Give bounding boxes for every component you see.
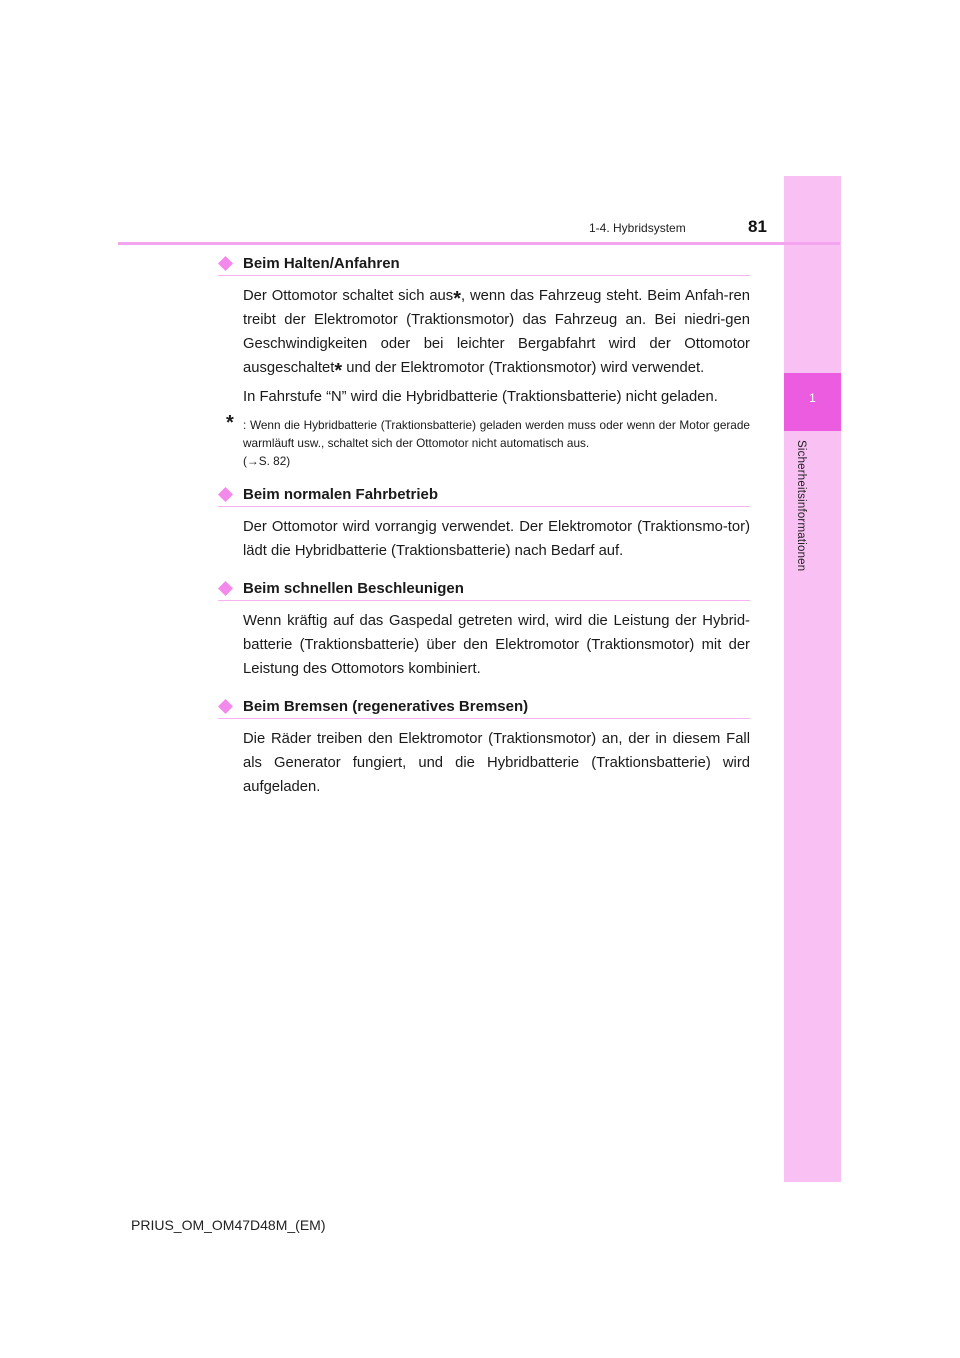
diamond-icon xyxy=(218,699,233,714)
chapter-side-tab xyxy=(784,176,841,1182)
footnote-text: : Wenn die Hybridbatterie (Traktionsbatterie) geladen werden muss oder wenn der Motor gerade warmläuft usw., schaltet sich der Ottomotor nicht automatisch aus. xyxy=(243,418,750,450)
paragraph-text: , wenn das Fahrzeug steht. Beim Anfah-ren treibt der Elektromotor (Traktionsmotor) das Fahrzeug an. Bei niedri-gen Geschwindigkeiten oder bei leichter Bergabfahrt wird der Ottomotor ausgeschaltet xyxy=(243,288,750,376)
header-section-title: 1-4. Hybridsystem xyxy=(589,221,686,235)
section-heading-beschleunigen xyxy=(218,578,750,601)
section-heading-halten xyxy=(218,253,750,276)
paragraph xyxy=(243,284,750,380)
footnote xyxy=(226,412,750,470)
diamond-icon xyxy=(218,256,233,271)
diamond-icon xyxy=(218,487,233,502)
section-heading-text: Beim Bremsen (regeneratives Bremsen) xyxy=(243,697,529,715)
diamond-icon xyxy=(218,581,233,596)
footnote-marker: * xyxy=(334,360,343,382)
paragraph-text: Der Ottomotor schaltet sich aus xyxy=(243,288,454,304)
paragraph: Die Räder treiben den Elektromotor (Traktionsmotor) an, der in diesem Fall als Generator fungiert, und die Hybridbatterie (Traktionsbatterie) wird aufgeladen. xyxy=(243,731,750,795)
page-number: 81 xyxy=(748,217,767,236)
page-content xyxy=(218,253,750,799)
header-divider xyxy=(118,242,840,245)
paragraph: In Fahrstufe “N” wird die Hybridbatterie (Traktionsbatterie) nicht geladen. xyxy=(243,389,718,405)
paragraph: Der Ottomotor wird vorrangig verwendet. Der Elektromotor (Traktionsmo-tor) lädt die Hybridbatterie (Traktionsbatterie) nach Bedarf auf. xyxy=(243,519,750,559)
section-heading-bremsen xyxy=(218,696,750,719)
paragraph: Wenn kräftig auf das Gaspedal getreten wird, wird die Leistung der Hybrid-batterie (Traktionsbatterie) über den Elektromotor (Traktionsmotor) mit der Leistung des Ottomotors kombiniert. xyxy=(243,613,750,677)
chapter-label: Sicherheitsinformationen xyxy=(795,440,807,572)
section-heading-text: Beim Halten/Anfahren xyxy=(243,254,400,272)
document-code: PRIUS_OM_OM47D48M_(EM) xyxy=(131,1217,326,1233)
section-heading-text: Beim normalen Fahrbetrieb xyxy=(243,485,439,503)
footnote-reference: (→S. 82) xyxy=(243,454,291,468)
section-heading-text: Beim schnellen Beschleunigen xyxy=(243,579,464,597)
footnote-marker: * xyxy=(453,288,461,310)
section-heading-normal xyxy=(218,484,750,507)
chapter-number: 1 xyxy=(784,373,841,431)
paragraph-text: und der Elektromotor (Traktionsmotor) wird verwendet. xyxy=(342,360,705,376)
footnote-star: * xyxy=(226,412,234,434)
